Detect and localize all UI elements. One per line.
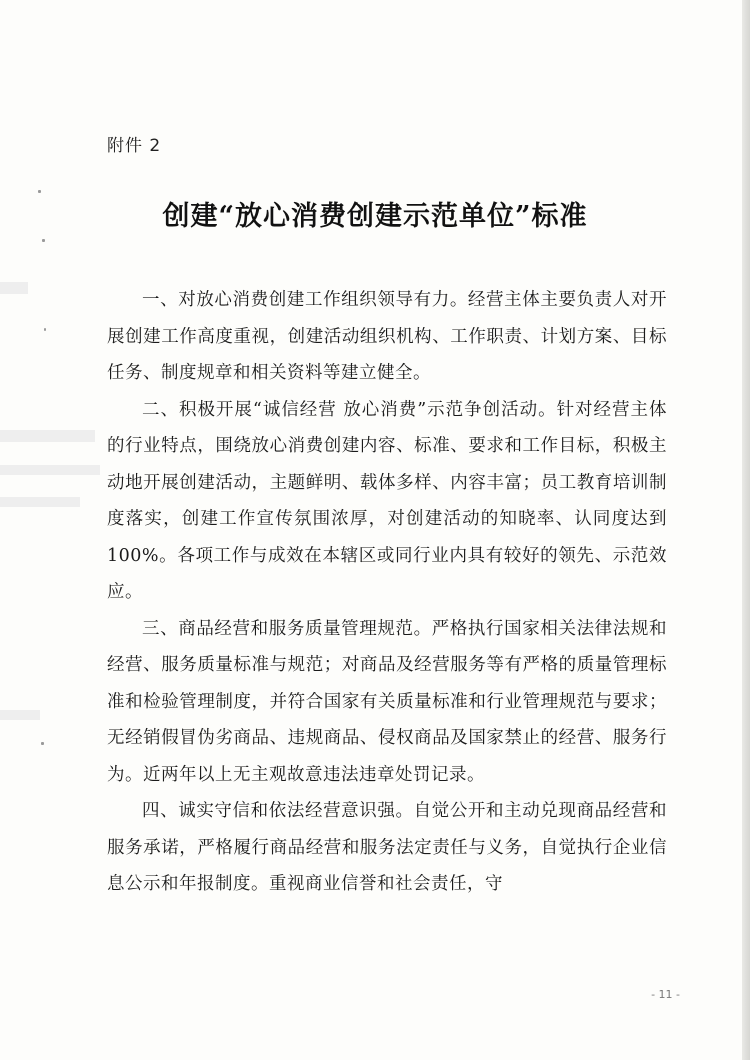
scan-dot — [38, 190, 41, 193]
bleed-through-mark — [0, 282, 28, 294]
scan-dot — [42, 239, 45, 242]
scan-dot — [41, 742, 44, 745]
scan-dot — [44, 328, 46, 331]
bleed-through-mark — [0, 497, 80, 507]
paragraph-3: 三、商品经营和服务质量管理规范。严格执行国家相关法律法规和经营、服务质量标准与规范；对商品及经营服务等有严格的质量管理标准和检验管理制度，并符合国家有关质量标准和行业管理规范与要求；无经销假冒伪劣商品、违规商品、侵权商品及国家禁止的经营、服务行为。近两年以上无主观故意违法违章处罚记录。 — [107, 618, 667, 785]
scan-edge — [742, 0, 750, 1060]
page-number: - 11 - — [651, 988, 680, 1001]
bleed-through-mark — [0, 465, 100, 475]
paragraph-1: 一、对放心消费创建工作组织领导有力。经营主体主要负责人对开展创建工作高度重视，创建活动组织机构、工作职责、计划方案、目标任务、制度规章和相关资料等建立健全。 — [107, 290, 667, 383]
bleed-through-mark — [0, 430, 95, 442]
attachment-label: 附件 2 — [107, 136, 162, 156]
paragraph-2: 二、积极开展“诚信经营 放心消费”示范争创活动。针对经营主体的行业特点，围绕放心消费创建内容、标准、要求和工作目标，积极主动地开展创建活动，主题鲜明、载体多样、内容丰富；员工教育培训制度落实，创建工作宣传氛围浓厚，对创建活动的知晓率、认同度达到 100%。各项工作与成效在本辖区或同行业内具有较好的领先、示范效应。 — [107, 399, 667, 602]
paragraph-4: 四、诚实守信和依法经营意识强。自觉公开和主动兑现商品经营和服务承诺，严格履行商品经营和服务法定责任与义务，自觉执行企业信息公示和年报制度。重视商业信誉和社会责任，守 — [107, 801, 667, 894]
bleed-through-mark — [0, 710, 40, 720]
document-title: 创建“放心消费创建示范单位”标准 — [162, 201, 588, 232]
document-body — [107, 282, 667, 903]
